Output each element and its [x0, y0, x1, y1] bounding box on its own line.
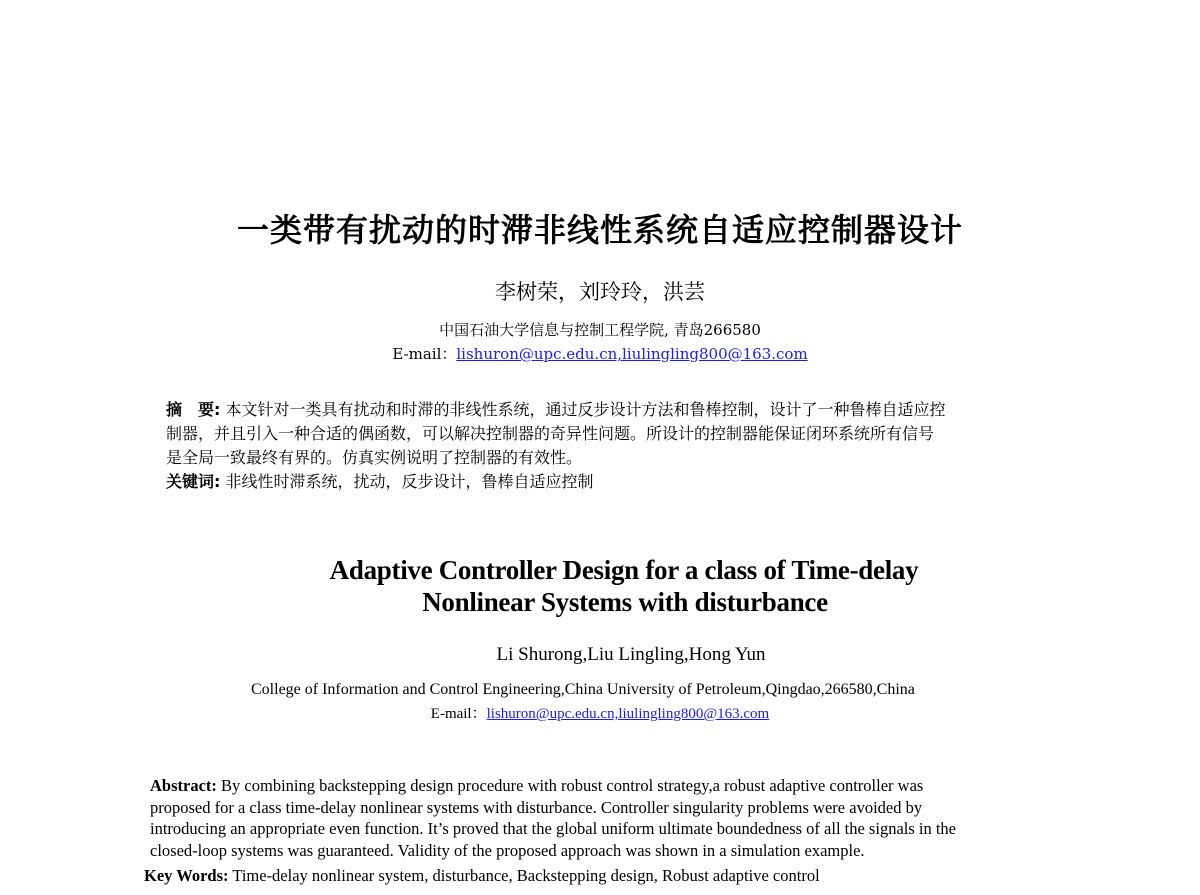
english-keywords-label: Key Words:: [144, 866, 229, 885]
chinese-abstract-label: 摘 要:: [166, 400, 221, 419]
chinese-affiliation: 中国石油大学信息与控制工程学院, 青岛266580: [439, 321, 761, 339]
chinese-abstract-line-3: 是全局一致最终有界的。仿真实例说明了控制器的有效性。: [166, 448, 583, 467]
chinese-email-link[interactable]: lishuron@upc.edu.cn,liulingling800@163.com: [456, 345, 808, 363]
english-abstract: [150, 775, 1050, 861]
chinese-authors: 李树荣，刘玲玲，洪芸: [495, 280, 705, 304]
english-title-line-2: Nonlinear Systems with disturbance: [422, 587, 828, 617]
english-affiliation: College of Information and Control Engineering,China University of Petroleum,Qingdao,266580,China: [251, 681, 915, 698]
english-title-line-1: Adaptive Controller Design for a class of Time-delay: [329, 555, 919, 585]
chinese-abstract-line-1: [166, 398, 1046, 422]
chinese-keywords-label: 关键词:: [166, 472, 221, 491]
english-title: [0, 554, 1200, 618]
english-abstract-label: Abstract:: [150, 776, 217, 795]
english-email-link[interactable]: lishuron@upc.edu.cn,liulingling800@163.com: [486, 706, 770, 722]
chinese-title: 一类带有扰动的时滞非线性系统自适应控制器设计: [236, 211, 963, 249]
english-abstract-text-1: By combining backstepping design procedure with robust control strategy,a robust adaptive controller was: [216, 776, 924, 795]
english-keywords: [144, 866, 820, 886]
english-abstract-line-4: closed-loop systems was guaranteed. Validity of the proposed approach was shown in a simulation example.: [150, 840, 865, 860]
english-abstract-line-1: [150, 775, 1050, 797]
chinese-email-line: [0, 343, 1200, 364]
chinese-abstract-line-2: 制器，并且引入一种合适的偶函数，可以解决控制器的奇异性问题。所设计的控制器能保证闭环系统所有信号: [166, 424, 935, 443]
chinese-email-label: E-mail：: [392, 345, 457, 363]
english-abstract-line-2: proposed for a class time-delay nonlinear systems with disturbance. Controller singularity problems were avoided by: [150, 797, 923, 817]
english-abstract-line-3: introducing an appropriate even function. It’s proved that the global uniform ultimate boundedness of all the signals in the: [150, 819, 957, 838]
chinese-abstract-text-1: 本文针对一类具有扰动和时滞的非线性系统，通过反步设计方法和鲁棒控制，设计了一种鲁棒自适应控: [220, 400, 946, 419]
english-email-label: E-mail：: [430, 706, 487, 722]
english-email-line: [0, 702, 1200, 723]
chinese-abstract: [166, 398, 1046, 494]
chinese-keywords: [166, 470, 1046, 494]
english-authors: Li Shurong,Liu Lingling,Hong Yun: [496, 644, 766, 665]
english-keywords-text: Time-delay nonlinear system, disturbance, Backstepping design, Robust adaptive control: [228, 866, 820, 885]
chinese-keywords-text: 非线性时滞系统，扰动，反步设计，鲁棒自适应控制: [220, 472, 594, 491]
